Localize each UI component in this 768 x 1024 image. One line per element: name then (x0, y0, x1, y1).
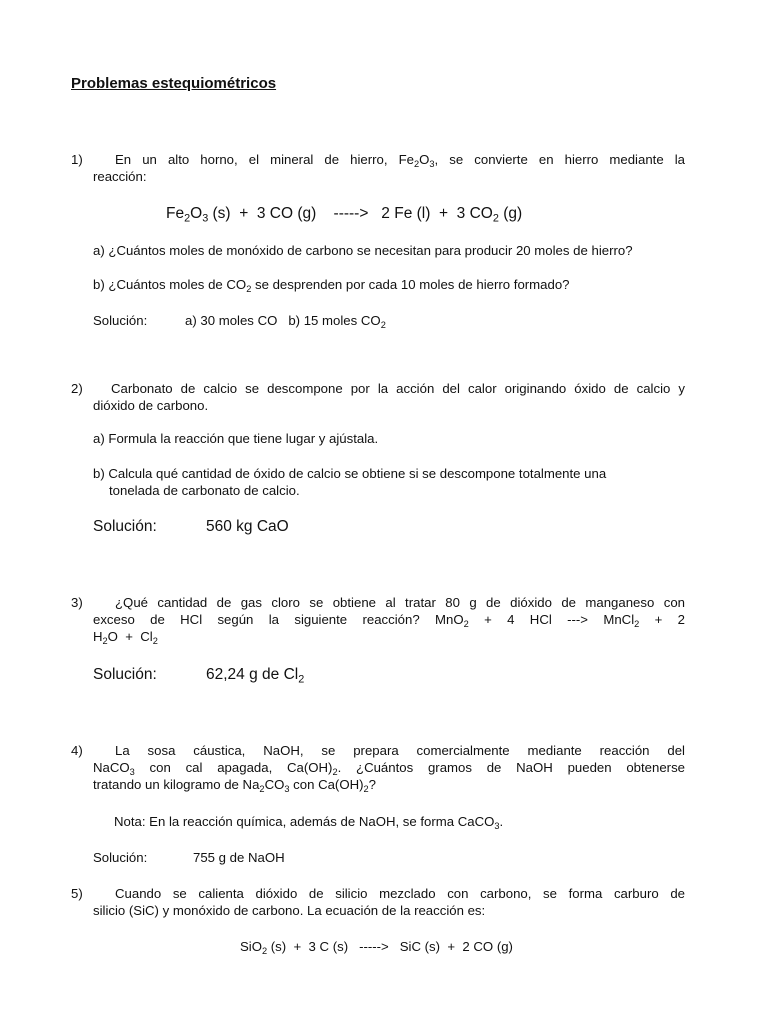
problem-1-solution-value: a) 30 moles CO b) 15 moles $CO_2$ (185, 313, 386, 330)
problem-3-number: 3) (71, 595, 83, 610)
problem-1-question-b: b) ¿Cuántos moles de $CO_2$ se desprenden por cada 10 moles de hierro formado? (93, 277, 570, 294)
problem-1-solution-label: Solución: (93, 313, 148, 328)
problem-1-number: 1) (71, 152, 83, 167)
problem-4-number: 4) (71, 743, 83, 758)
problem-4-line-3: tratando un kilogramo de $Na_2CO_3$ con $Ca(OH)_2$? (93, 777, 376, 794)
problem-3-line-3: $H_2O + Cl_2$ (93, 629, 158, 646)
problem-2-line-2: dióxido de carbono. (93, 398, 209, 413)
problem-1-line-1: En un alto horno, el mineral de hierro, $Fe_2O_3$, se convierte en hierro mediante la (115, 152, 685, 168)
problem-3-line-1: ¿Qué cantidad de gas cloro se obtiene al tratar 80 g de dióxido de manganeso con (115, 595, 685, 610)
problem-5-line-1: Cuando se calienta dióxido de silicio mezclado con carbono, se forma carburo de (115, 886, 685, 901)
problem-2-question-b-line-2: tonelada de carbonato de calcio. (109, 483, 300, 498)
problem-2-solution-value: 560 kg CaO (206, 518, 289, 535)
problem-1-question-a: a) ¿Cuántos moles de monóxido de carbono se necesitan para producir 20 moles de hierro? (93, 243, 633, 258)
problem-3-line-2: exceso de HCl según la siguiente reacción? MnO$_2$ + 4 HCl ---> MnCl$_2$ + 2 (93, 612, 685, 628)
problem-5-equation: SiO$_2$ (s) + 3 C (s) -----> SiC (s) + 2 CO (g) (240, 939, 513, 956)
problem-2-number: 2) (71, 381, 83, 396)
problem-1-line-2: reacción: (93, 169, 147, 184)
problem-5-number: 5) (71, 886, 83, 901)
problem-4-line-1: La sosa cáustica, NaOH, se prepara comercialmente mediante reacción del (115, 743, 685, 758)
problem-2-line-1: Carbonato de calcio se descompone por la acción del calor originando óxido de calcio y (111, 381, 685, 396)
problem-1-equation: $Fe_2O_3$ (s) + 3 CO (g) -----> 2 Fe (l) + 3 $CO_2$ (g) (166, 205, 523, 225)
page-title: Problemas estequiométricos (71, 75, 277, 92)
problem-4-solution-value: 755 g de NaOH (193, 850, 285, 865)
problem-4-line-2: NaCO$_3$ con cal apagada, $Ca(OH)_2$. ¿Cuántos gramos de NaOH pueden obtenerse (93, 760, 685, 776)
problem-3-solution-label: Solución: (93, 666, 157, 683)
problem-4-note: Nota: En la reacción química, además de NaOH, se forma CaCO$_3$. (114, 814, 504, 831)
problem-5-line-2: silicio (SiC) y monóxido de carbono. La ecuación de la reacción es: (93, 903, 486, 918)
problem-2-question-b-line-1: b) Calcula qué cantidad de óxido de calcio se obtiene si se descompone totalmente una (93, 466, 607, 481)
problem-3-solution-value: 62,24 g de $Cl_2$ (206, 666, 305, 686)
problem-4-solution-label: Solución: (93, 850, 148, 865)
problem-2-question-a: a) Formula la reacción que tiene lugar y ajústala. (93, 431, 379, 446)
problem-2-solution-label: Solución: (93, 518, 157, 535)
